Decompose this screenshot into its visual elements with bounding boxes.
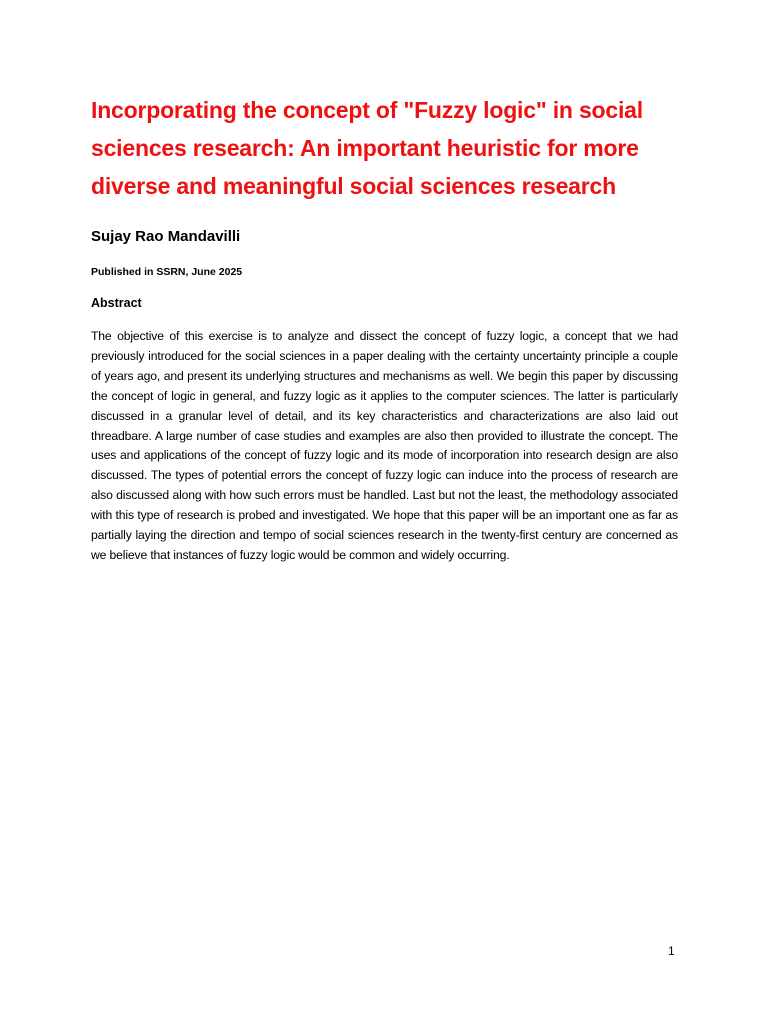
publication-info: Published in SSRN, June 2025 <box>91 266 243 278</box>
abstract-body: The objective of this exercise is to analyze and dissect the concept of fuzzy logic, a concept that we had previously introduced for the social sciences in a paper dealing with the certainty uncertainty principle a couple of years ago, and present its underlying structures and mechanisms as well. We begin this paper by discussing the concept of logic in general, and fuzzy logic as it applies to the computer sciences. The latter is particularly discussed in a granular level of detail, and its key characteristics and characterizations are also laid out threadbare. A large number of case studies and examples are also then provided to illustrate the concept. The uses and applications of the concept of fuzzy logic and its mode of incorporation into research design are also discussed. The types of potential errors the concept of fuzzy logic can induce into the process of research are also discussed along with how such errors must be handled. Last but not the least, the methodology associated with this type of research is probed and investigated. We hope that this paper will be an important one as far as partially laying the direction and tempo of social sciences research in the twenty-first century are concerned as we believe that instances of fuzzy logic would be common and widely occurring. <box>91 329 678 562</box>
page-number: 1 <box>668 944 675 958</box>
author-name: Sujay Rao Mandavilli <box>91 228 241 245</box>
paper-title: Incorporating the concept of "Fuzzy logic" in social sciences research: An important heuristic for more diverse and meaningful social sciences research <box>91 97 643 199</box>
abstract-heading: Abstract <box>91 296 142 310</box>
